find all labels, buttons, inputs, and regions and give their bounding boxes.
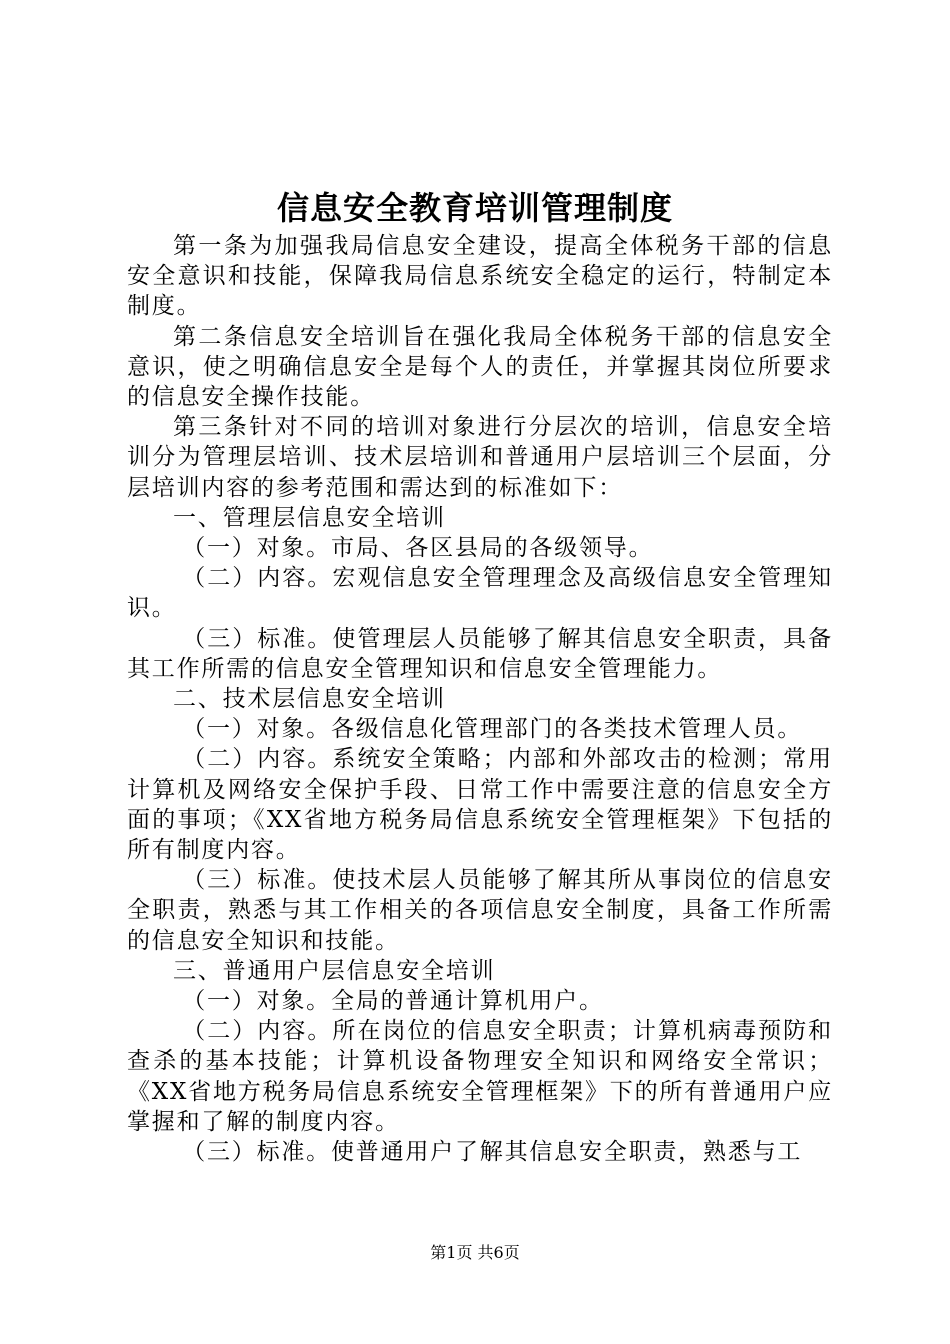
section-heading: 一、管理层信息安全培训 xyxy=(173,504,446,531)
paragraph: （三）标准。使普通用户了解其信息安全职责，熟悉与工 xyxy=(182,1139,803,1166)
paragraph: 第一条为加强我局信息安全建设，提高全体税务干部的信息安全意识和技能，保障我局信息系统安全稳定的运行，特制定本制度。 xyxy=(127,233,833,320)
paragraph: （二）内容。宏观信息安全管理理念及高级信息安全管理知识。 xyxy=(127,565,833,622)
paragraph: 第二条信息安全培训旨在强化我局全体税务干部的信息安全意识，使之明确信息安全是每个人的责任，并掌握其岗位所要求的信息安全操作技能。 xyxy=(127,323,833,411)
section-heading: 三、普通用户层信息安全培训 xyxy=(173,957,496,984)
document-title: 信息安全教育培训管理制度 xyxy=(276,189,673,227)
section-heading: 二、技术层信息安全培训 xyxy=(173,686,446,713)
page-footer: 第1页 共6页 xyxy=(430,1243,520,1262)
paragraph: （一）对象。市局、各区县局的各级领导。 xyxy=(182,535,654,562)
paragraph: （三）标准。使管理层人员能够了解其信息安全职责，具备其工作所需的信息安全管理知识和信息安全管理能力。 xyxy=(127,625,833,682)
paragraph: （二）内容。所在岗位的信息安全职责；计算机病毒预防和查杀的基本技能；计算机设备物理安全知识和网络安全常识；《XX省地方税务局信息系统安全管理框架》下的所有普通用户应掌握和了解的制度内容。 xyxy=(127,1018,833,1135)
paragraph: （三）标准。使技术层人员能够了解其所从事岗位的信息安全职责，熟悉与其工作相关的各项信息安全制度，具备工作所需的信息安全知识和技能。 xyxy=(127,867,833,954)
paragraph: （二）内容。系统安全策略；内部和外部攻击的检测；常用计算机及网络安全保护手段、日常工作中需要注意的信息安全方面的事项；《XX省地方税务局信息系统安全管理框架》下包括的所有制度内容。 xyxy=(127,746,833,864)
paragraph: （一）对象。全局的普通计算机用户。 xyxy=(182,988,604,1015)
document-body xyxy=(127,231,833,1167)
paragraph: 第三条针对不同的培训对象进行分层次的培训，信息安全培训分为管理层培训、技术层培训和普通用户层培训三个层面，分层培训内容的参考范围和需达到的标准如下： xyxy=(127,414,833,501)
paragraph: （一）对象。各级信息化管理部门的各类技术管理人员。 xyxy=(182,716,803,743)
